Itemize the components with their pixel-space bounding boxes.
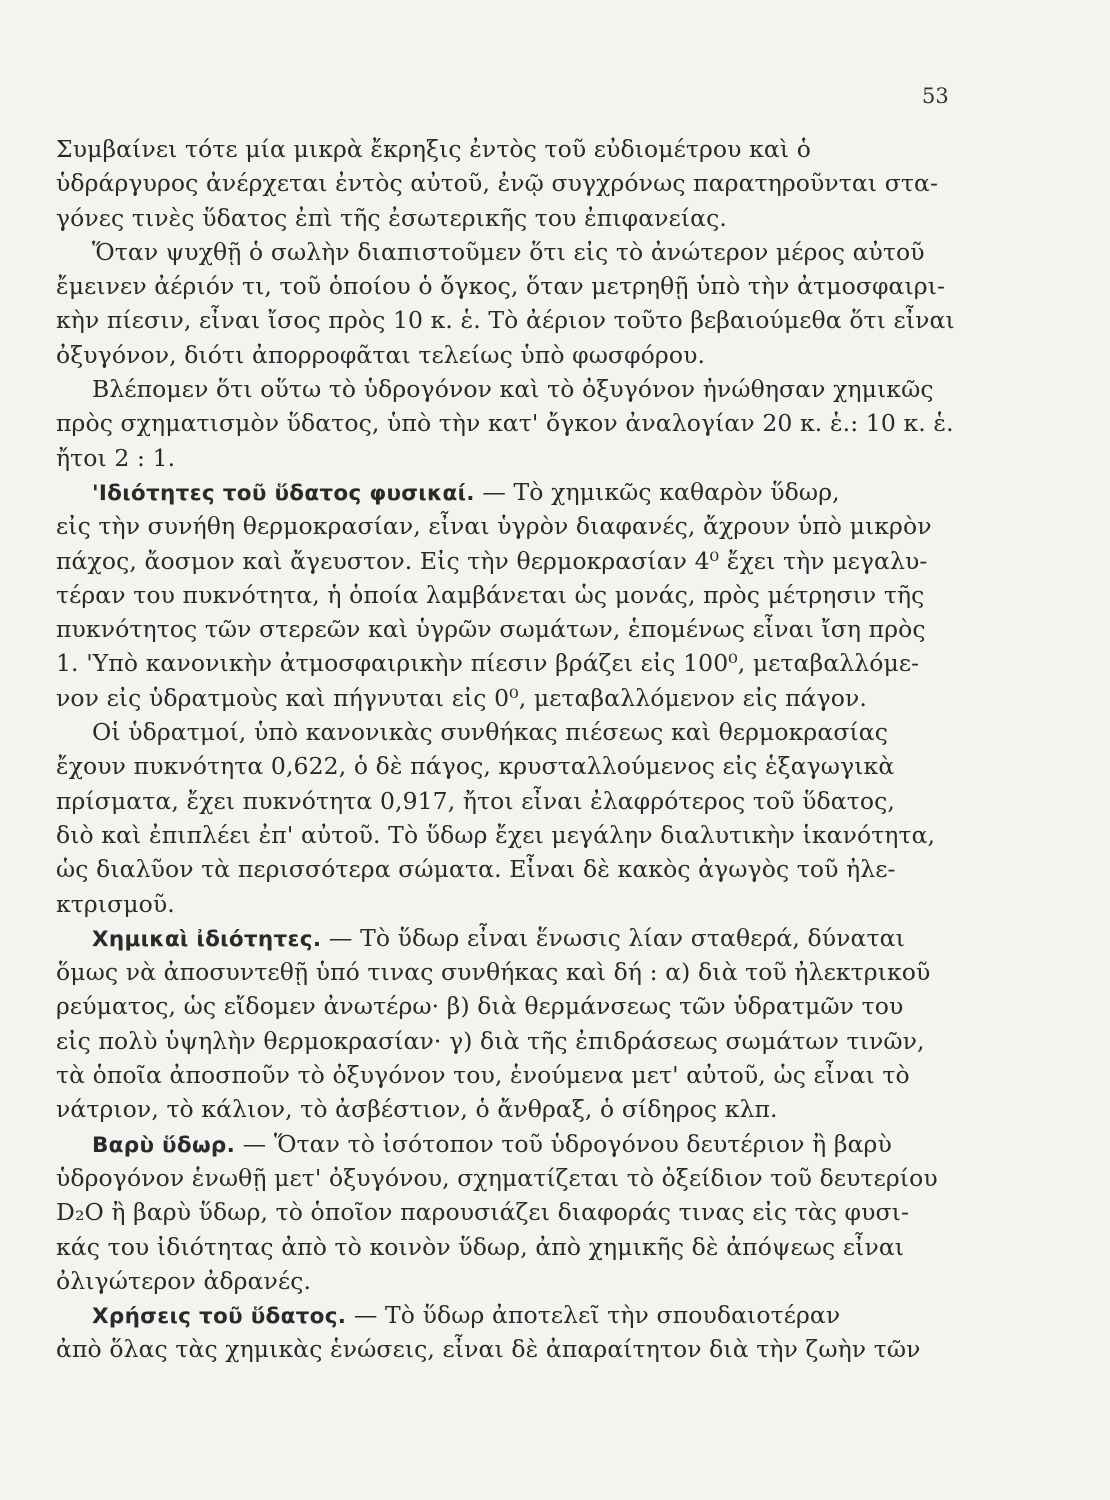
text-line: νάτριον, τὸ κάλιον, τὸ ἀσβέστιον, ὁ ἄνθραξ, ὁ σίδηρος κλπ.: [56, 1095, 778, 1124]
text-line: κτρισμοῦ.: [56, 889, 175, 918]
text-line: ὡς διαλῦον τὰ περισσότερα σώματα. Εἶναι δὲ κακὸς ἀγωγὸς τοῦ ἠλε-: [56, 855, 896, 884]
section-text: — Τὸ χημικῶς καθαρὸν ὕδωρ,: [474, 477, 840, 506]
text-line: διὸ καὶ ἐπιπλέει ἐπ' αὐτοῦ. Τὸ ὕδωρ ἔχει μεγάλην διαλυτικὴν ἱκανότητα,: [56, 820, 936, 849]
text-line: εἰς τὴν συνήθη θερμοκρασίαν, εἶναι ὑγρὸν διαφανές, ἄχρουν ὑπὸ μικρὸν: [56, 512, 932, 541]
text-line: κὴν πίεσιν, εἶναι ἴσος πρὸς 10 κ. ἑ. Τὸ ἀέριον τοῦτο βεβαιούμεθα ὅτι εἶναι: [56, 306, 955, 335]
text-line: ὑδρογόνον ἑνωθῇ μετ' ὀξυγόνου, σχηματίζεται τὸ ὀξείδιον τοῦ δευτερίου: [56, 1163, 938, 1192]
text-line: Οἱ ὑδρατμοί, ὑπὸ κανονικὰς συνθήκας πιέσεως καὶ θερμοκρασίας: [92, 718, 889, 747]
text-line: ἔμεινεν ἀέριόν τι, τοῦ ὁποίου ὁ ὄγκος, ὅταν μετρηθῇ ὑπὸ τὴν ἀτμοσφαιρι-: [56, 272, 946, 301]
text-line: πάχος, ἄοσμον καὶ ἄγευστον. Εἰς τὴν θερμοκρασίαν 4⁰ ἔχει τὴν μεγαλυ-: [56, 546, 928, 575]
text-line: ὀξυγόνον, διότι ἀπορροφᾶται τελείως ὑπὸ φωσφόρου.: [56, 340, 706, 369]
section-line-physical-properties: [56, 475, 956, 509]
text-line: 1. 'Υπὸ κανονικὴν ἀτμοσφαιρικὴν πίεσιν βράζει εἰς 100⁰, μεταβαλλόμε-: [56, 649, 920, 678]
text-line: ὑδράργυρος ἀνέρχεται ἐντὸς αὐτοῦ, ἐνῷ συγχρόνως παρατηροῦνται στα-: [56, 169, 938, 198]
text-line: Συμβαίνει τότε μία μικρὰ ἔκρηξις ἐντὸς τοῦ εὐδιομέτρου καὶ ὁ: [56, 135, 812, 163]
text-line: πυκνότητος τῶν στερεῶν καὶ ὑγρῶν σωμάτων, ἑπομένως εἶναι ἴση πρὸς: [56, 615, 926, 644]
section-line-chemical-properties: [56, 921, 956, 955]
section-heading: Χρήσεις τοῦ ὕδατος.: [92, 1304, 347, 1330]
page-body: [56, 132, 956, 1367]
text-line: εἰς πολὺ ὑψηλὴν θερμοκρασίαν· γ) διὰ τῆς ἐπιδράσεως σωμάτων τινῶν,: [56, 1026, 925, 1055]
text-line: Ὅταν ψυχθῇ ὁ σωλὴν διαπιστοῦμεν ὅτι εἰς τὸ ἀνώτερον μέρος αὐτοῦ: [92, 237, 925, 266]
section-heading: Βαρὺ ὕδωρ.: [92, 1132, 236, 1158]
text-line: τὰ ὁποῖα ἀποσποῦν τὸ ὀξυγόνον του, ἑνούμενα μετ' αὐτοῦ, ὡς εἶναι τὸ: [56, 1061, 910, 1090]
section-text: — Τὸ ὕδωρ εἶναι ἕνωσις λίαν σταθερά, δύναται: [321, 923, 905, 952]
section-heading: Χημικαὶ ἰδιότητες.: [92, 926, 322, 952]
text-line: ἤτοι 2 : 1.: [56, 443, 176, 472]
page-number: 53: [922, 84, 949, 108]
text-line: ὅμως νὰ ἀποσυντεθῇ ὑπό τινας συνθήκας καὶ δή : α) διὰ τοῦ ἠλεκτρικοῦ: [56, 958, 931, 987]
text-line: ρεύματος, ὡς εἴδομεν ἀνωτέρω· β) διὰ θερμάνσεως τῶν ὑδρατμῶν του: [56, 992, 904, 1021]
text-line: κάς του ἰδιότητας ἀπὸ τὸ κοινὸν ὕδωρ, ἀπὸ χημικῆς δὲ ἀπόψεως εἶναι: [56, 1232, 905, 1261]
text-line: Βλέπομεν ὅτι οὕτω τὸ ὑδρογόνον καὶ τὸ ὀξυγόνον ἠνώθησαν χημικῶς: [92, 375, 934, 404]
text-line: D₂O ἢ βαρὺ ὕδωρ, τὸ ὁποῖον παρουσιάζει διαφοράς τινας εἰς τὰς φυσι-: [56, 1198, 909, 1227]
text-line: ἀπὸ ὅλας τὰς χημικὰς ἑνώσεις, εἶναι δὲ ἀπαραίτητον διὰ τὴν ζωὴν τῶν: [56, 1335, 921, 1364]
section-heading: 'Ιδιότητες τοῦ ὕδατος φυσικαί.: [92, 480, 475, 506]
section-line-uses-of-water: [56, 1298, 956, 1332]
text-line: τέραν του πυκνότητα, ἡ ὁποία λαμβάνεται ὡς μονάς, πρὸς μέτρησιν τῆς: [56, 580, 925, 609]
text-line: πρίσματα, ἔχει πυκνότητα 0,917, ἤτοι εἶναι ἐλαφρότερος τοῦ ὕδατος,: [56, 786, 895, 815]
section-text: — Ὅταν τὸ ἰσότοπον τοῦ ὑδρογόνου δευτέριον ἢ βαρὺ: [235, 1129, 892, 1158]
section-line-heavy-water: [56, 1127, 956, 1161]
section-text: — Τὸ ὕδωρ ἀποτελεῖ τὴν σπουδαιοτέραν: [346, 1301, 841, 1330]
text-line: ὀλιγώτερον ἀδρανές.: [56, 1266, 312, 1295]
text-line: νον εἰς ὑδρατμοὺς καὶ πήγνυται εἰς 0⁰, μεταβαλλόμενον εἰς πάγον.: [56, 683, 867, 712]
text-line: ἔχουν πυκνότητα 0,622, ὁ δὲ πάγος, κρυσταλλούμενος εἰς ἑξαγωγικὰ: [56, 752, 895, 781]
text-line: γόνες τινὲς ὕδατος ἐπὶ τῆς ἐσωτερικῆς του ἐπιφανείας.: [56, 203, 727, 232]
text-line: πρὸς σχηματισμὸν ὕδατος, ὑπὸ τὴν κατ' ὄγκον ἀναλογίαν 20 κ. ἑ.: 10 κ. ἑ.: [56, 409, 954, 438]
